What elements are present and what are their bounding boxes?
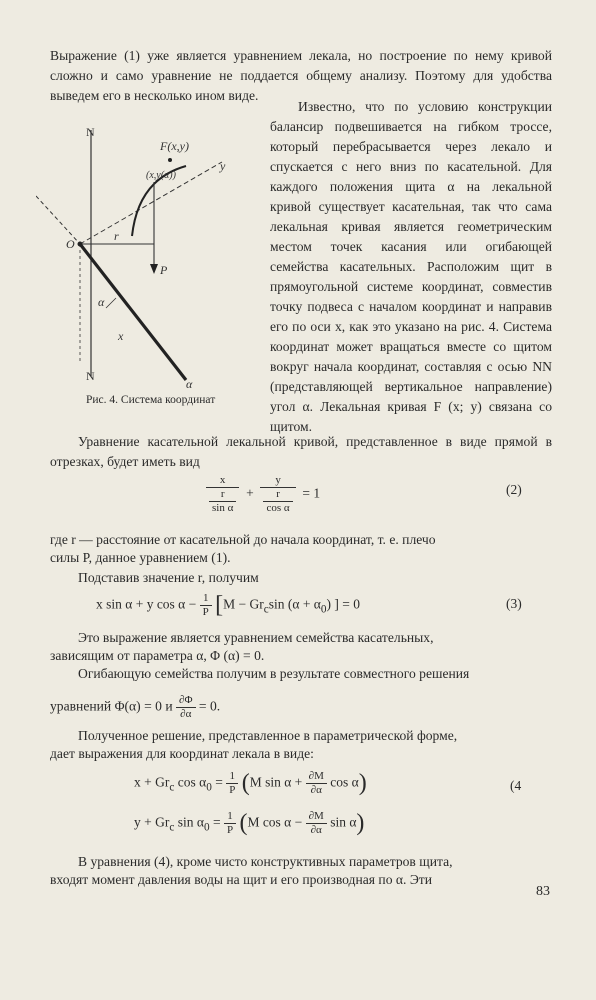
paragraph-family-line1: Это выражение является уравнением семейства касательных,	[78, 630, 434, 645]
label-alpha: α	[98, 295, 105, 309]
label-r: r	[114, 229, 119, 243]
label-point: (x,y(α))	[146, 170, 176, 181]
label-n-top: N	[86, 125, 95, 139]
label-o: O	[66, 237, 75, 251]
equation-3: x sin α + y cos α − $\frac{1}{P}$ [$M - Gr_c\sin$ $(\alpha + \alpha_0)$ ] = 0	[96, 592, 360, 618]
equation-2-number: (2)	[506, 482, 522, 497]
paragraph-final-line1: В уравнения (4), кроме чисто конструктивных параметров щита,	[78, 854, 453, 869]
paragraph-where-r-line1: где r — расстояние от касательной до начала координат, т. е. плечо	[50, 532, 436, 547]
label-y-axis: y	[220, 159, 226, 173]
label-x-axis: x	[118, 329, 124, 343]
paragraph-where-r-line2: силы P, данное уравнением (1).	[50, 550, 231, 565]
equation-4-number: (4	[510, 778, 522, 793]
equation-4a: $x + Gr_c$ $\cos \alpha_0$ = $\frac{1}{P}$ (M sin α + $\frac{\partial M}{\partial\alpha}$ cos α)	[134, 770, 367, 796]
figure-caption: Рис. 4. Система координат	[86, 394, 216, 406]
label-f: F(x,y)	[160, 139, 189, 153]
paragraph-tangent: Уравнение касательной лекальной кривой, представленное в виде прямой в отрезках, будет иметь вид	[50, 434, 552, 469]
paragraph-envelope: Огибающую семейства получим в результате совместного решения	[78, 666, 470, 681]
equation-2: $\frac{x}{\frac{r}{\text{sin α}}}$ + $\frac{y}{\frac{r}{\text{cos α}}}$ = 1	[206, 474, 320, 515]
x-axis-shield	[80, 244, 186, 380]
paragraph-envelope-eq: уравнений Φ(α) = 0 и $\frac{\partial\Phi}{\partial\alpha}$ = 0.	[50, 694, 221, 720]
equation-4b: $y + Gr_c$ $\sin \alpha_0$ = $\frac{1}{P}$ (M cos α − $\frac{\partial M}{\partial\alpha}$ sin α)	[134, 810, 365, 836]
paragraph-balancer: Известно, что по условию конструкции балансир подвешивается на гибком троссе, который перебрасывается через лекало и спускается с него вниз по касательной. Для каждого положения щита α на лекальной кривой существует касательная, так что сама лекальная кривая является геометрическим местом точек касания или огибающей семейства касательных. Расположим щит в прямоугольной системе координат, совместив точку подвеса с началом координат и направив его по оси x, как это указано на рис. 4. Система координат может вращаться вместе со щитом вокруг начала координат, составляя с осью NN (представляющей вертикальное направление) угол α. Лекальная кривая F (x; y) связана со щитом.	[270, 99, 552, 434]
label-p: P	[160, 263, 168, 277]
label-n-bottom: N	[86, 369, 95, 383]
page-number: 83	[536, 884, 550, 899]
equation-3-number: (3)	[506, 596, 522, 611]
paragraph-intro: Выражение (1) уже является уравнением лекала, но построение по нему кривой сложно и само уравнение не поддается общему анализу. Поэтому для удобства выведем его в несколько ином виде.	[50, 48, 552, 103]
paragraph-final-line2: входят момент давления воды на щит и его производная по α. Эти	[50, 872, 433, 887]
paragraph-solution-line2: дает выражения для координат лекала в виде:	[50, 746, 314, 761]
paragraph-substitute: Подставив значение r, получим	[78, 570, 259, 585]
paragraph-family-line2: зависящим от параметра α, Φ (α) = 0.	[50, 648, 265, 663]
paragraph-solution-line1: Полученное решение, представленное в параметрической форме,	[78, 728, 458, 743]
label-x-end: α	[186, 377, 193, 390]
figure-coordinate-system	[36, 118, 236, 390]
